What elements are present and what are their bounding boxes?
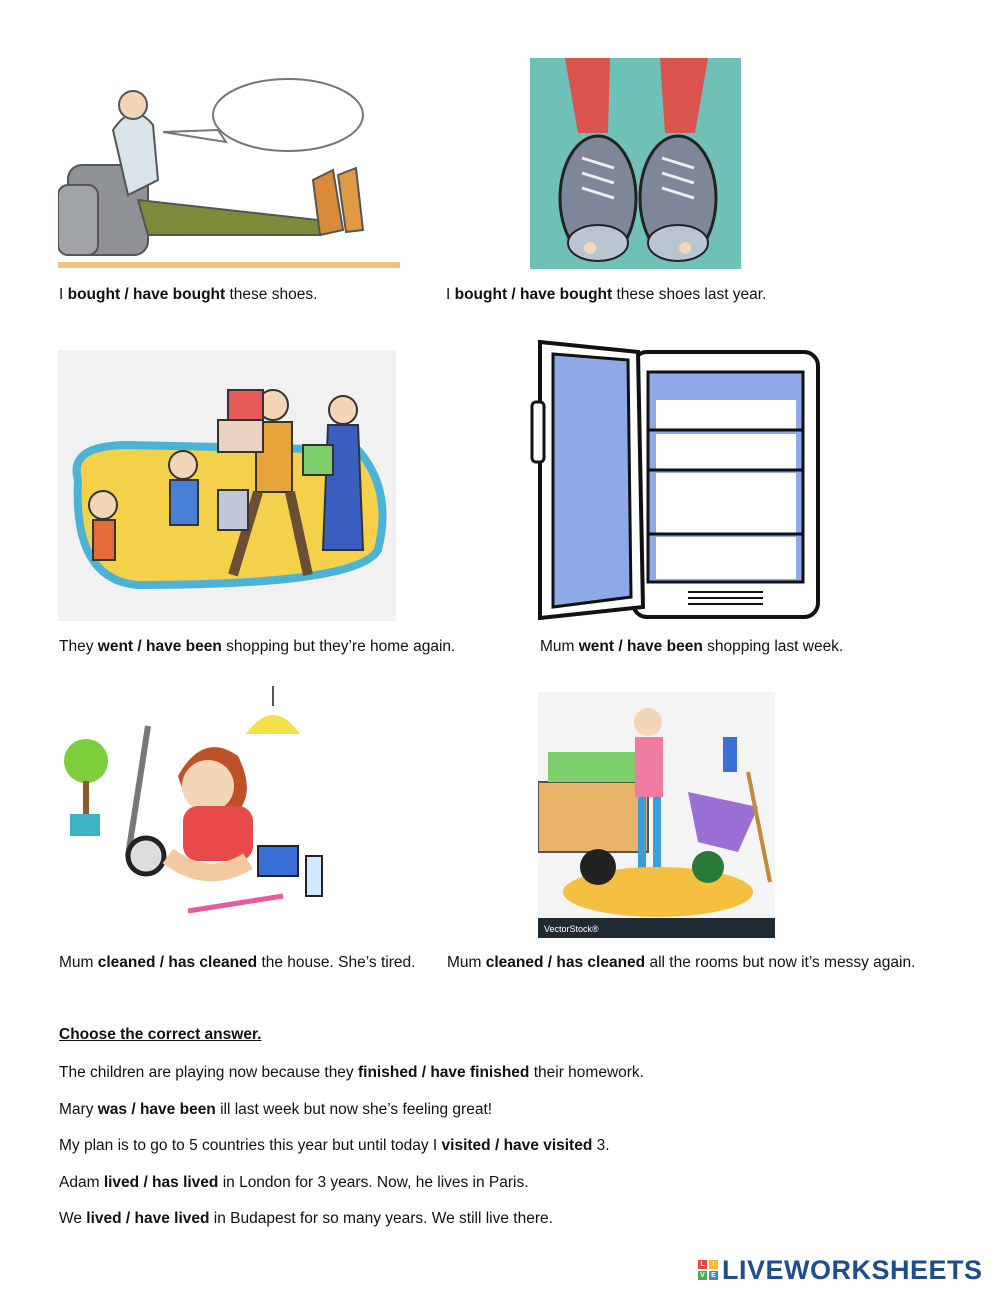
caption-text: shopping last week. xyxy=(702,638,844,655)
answer-choice: finished / have finished xyxy=(358,1064,530,1081)
answer-choice: bought / have bought xyxy=(454,286,613,303)
question-text: The children are playing now because they xyxy=(59,1064,358,1081)
liveworksheets-logo xyxy=(698,1255,983,1285)
open-fridge-illustration xyxy=(528,322,823,620)
man-armchair-illustration xyxy=(58,70,400,268)
messy-kitchen-illustration xyxy=(538,692,775,938)
section-heading: Choose the correct answer. xyxy=(59,1026,262,1043)
answer-choice: went / have been xyxy=(97,638,222,655)
answer-choice: cleaned / has cleaned xyxy=(97,954,258,971)
answer-choice: visited / have visited xyxy=(441,1137,593,1154)
logo-text: LIVEWORKSHEETS xyxy=(722,1254,983,1285)
caption-text: Mum xyxy=(447,954,486,971)
worn-shoes-illustration xyxy=(530,58,741,269)
caption-4 xyxy=(540,637,843,657)
watermark-text: VectorStock® xyxy=(544,924,599,934)
logo-mark-letter: V xyxy=(698,1271,707,1280)
caption-text: these shoes. xyxy=(225,286,318,303)
question-text: Mary xyxy=(59,1101,98,1118)
question-text: My plan is to go to 5 countries this year but until today I xyxy=(59,1137,442,1154)
caption-1 xyxy=(59,285,317,305)
caption-text: the house. She’s tired. xyxy=(257,954,416,971)
answer-choice: went / have been xyxy=(578,638,703,655)
question-2 xyxy=(59,1100,492,1120)
tired-girl-cleaning-illustration xyxy=(58,686,338,924)
answer-choice: cleaned / has cleaned xyxy=(485,954,646,971)
caption-text: shopping but they’re home again. xyxy=(221,638,456,655)
caption-text: They xyxy=(59,638,98,655)
question-5 xyxy=(59,1209,553,1229)
question-text: We xyxy=(59,1210,87,1227)
family-shopping-illustration xyxy=(58,350,396,621)
question-text: ill last week but now she’s feeling great! xyxy=(215,1101,493,1118)
question-text: their homework. xyxy=(529,1064,644,1081)
caption-text: Mum xyxy=(540,638,579,655)
answer-choice: lived / has lived xyxy=(103,1174,219,1191)
caption-5 xyxy=(59,953,415,973)
caption-2 xyxy=(446,285,766,305)
caption-3 xyxy=(59,637,455,657)
caption-text: Mum xyxy=(59,954,98,971)
question-text: in London for 3 years. Now, he lives in Paris. xyxy=(218,1174,529,1191)
caption-text: I xyxy=(59,286,68,303)
caption-6 xyxy=(447,953,915,973)
question-4 xyxy=(59,1173,529,1193)
logo-mark-letter: L xyxy=(698,1260,707,1269)
question-text: in Budapest for so many years. We still live there. xyxy=(209,1210,553,1227)
caption-text: I xyxy=(446,286,455,303)
caption-text: these shoes last year. xyxy=(612,286,767,303)
question-text: 3. xyxy=(592,1137,610,1154)
question-3 xyxy=(59,1136,610,1156)
answer-choice: bought / have bought xyxy=(67,286,226,303)
answer-choice: was / have been xyxy=(97,1101,216,1118)
question-text: Adam xyxy=(59,1174,104,1191)
answer-choice: lived / have lived xyxy=(86,1210,210,1227)
logo-mark-letter: E xyxy=(709,1271,718,1280)
caption-text: all the rooms but now it’s messy again. xyxy=(645,954,916,971)
question-1 xyxy=(59,1063,644,1083)
logo-mark-letter: I xyxy=(709,1260,718,1269)
logo-mark-icon xyxy=(698,1260,718,1280)
